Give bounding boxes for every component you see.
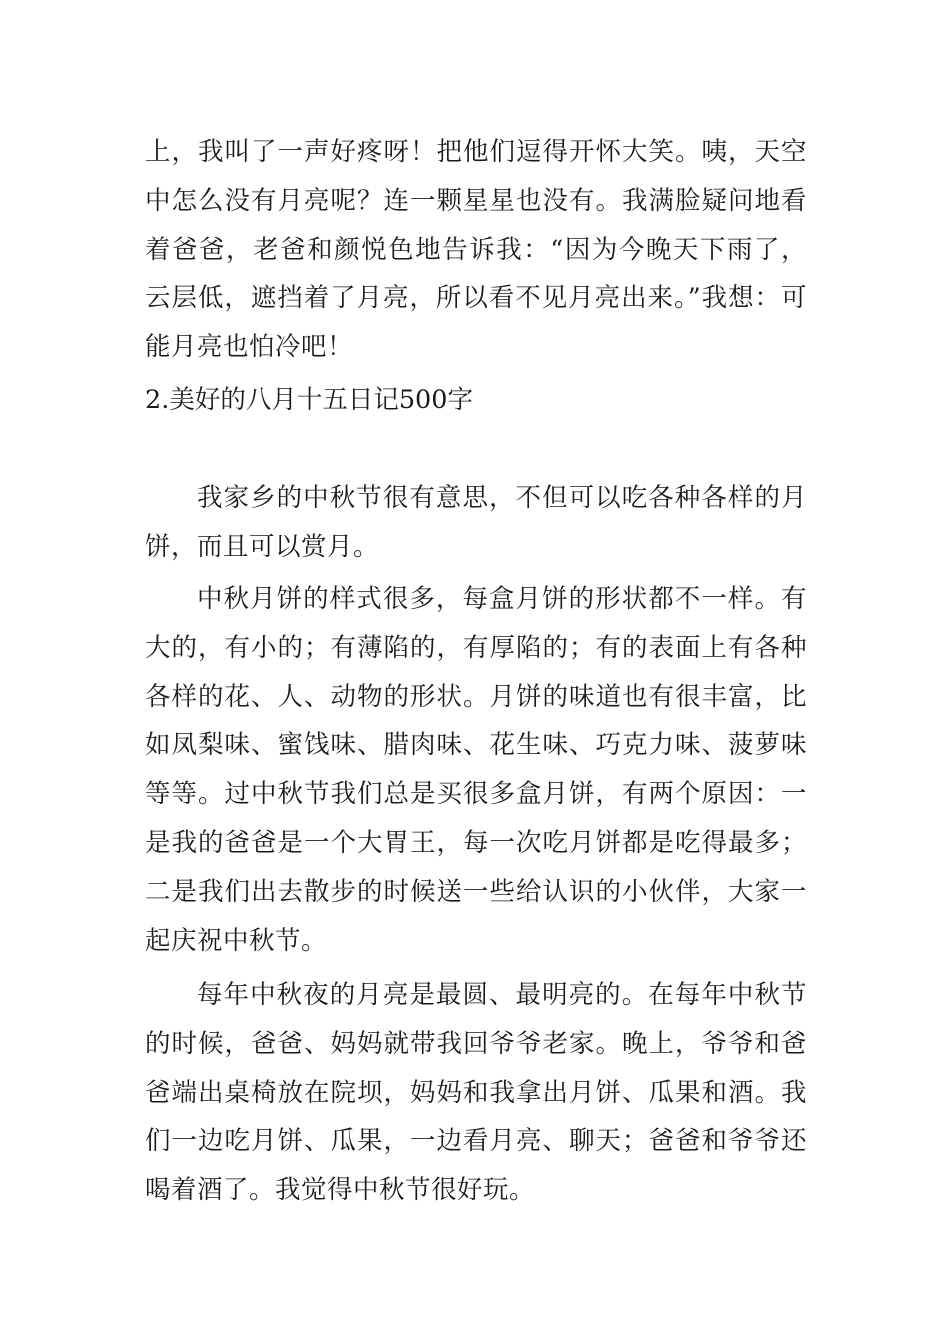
paragraph-1: 我家乡的中秋节很有意思，不但可以吃各种各样的月饼，而且可以赏月。 bbox=[145, 483, 807, 562]
section-title: 2.美好的八月十五日记500字 bbox=[145, 385, 474, 415]
paragraph-2: 中秋月饼的样式很多，每盒月饼的形状都不一样。有大的，有小的；有薄陷的，有厚陷的；有的表面上有各种各样的花、人、动物的形状。月饼的味道也有很丰富，比如凤梨味、蜜饯味、腊肉味、花生味、巧克力味、菠萝味等等。过中秋节我们总是买很多盒月饼，有两个原因：一是我的爸爸是一个大胃王，每一次吃月饼都是吃得最多；二是我们出去散步的时候送一些给认识的小伙伴，大家一起庆祝中秋节。 bbox=[145, 584, 807, 956]
continuation-paragraph: 上，我叫了一声好疼呀！把他们逗得开怀大笑。咦，天空中怎么没有月亮呢？连一颗星星也没有。我满脸疑问地看着爸爸，老爸和颜悦色地告诉我：“因为今晚天下雨了，云层低，遮挡着了月亮，所以看不见月亮出来。”我想：可能月亮也怕冷吧！ bbox=[145, 137, 807, 363]
paragraph-3: 每年中秋夜的月亮是最圆、最明亮的。在每年中秋节的时候，爸爸、妈妈就带我回爷爷老家。晚上，爷爷和爸爸端出桌椅放在院坝，妈妈和我拿出月饼、瓜果和酒。我们一边吃月饼、瓜果，一边看月亮、聊天；爸爸和爷爷还喝着酒了。我觉得中秋节很好玩。 bbox=[145, 980, 807, 1206]
